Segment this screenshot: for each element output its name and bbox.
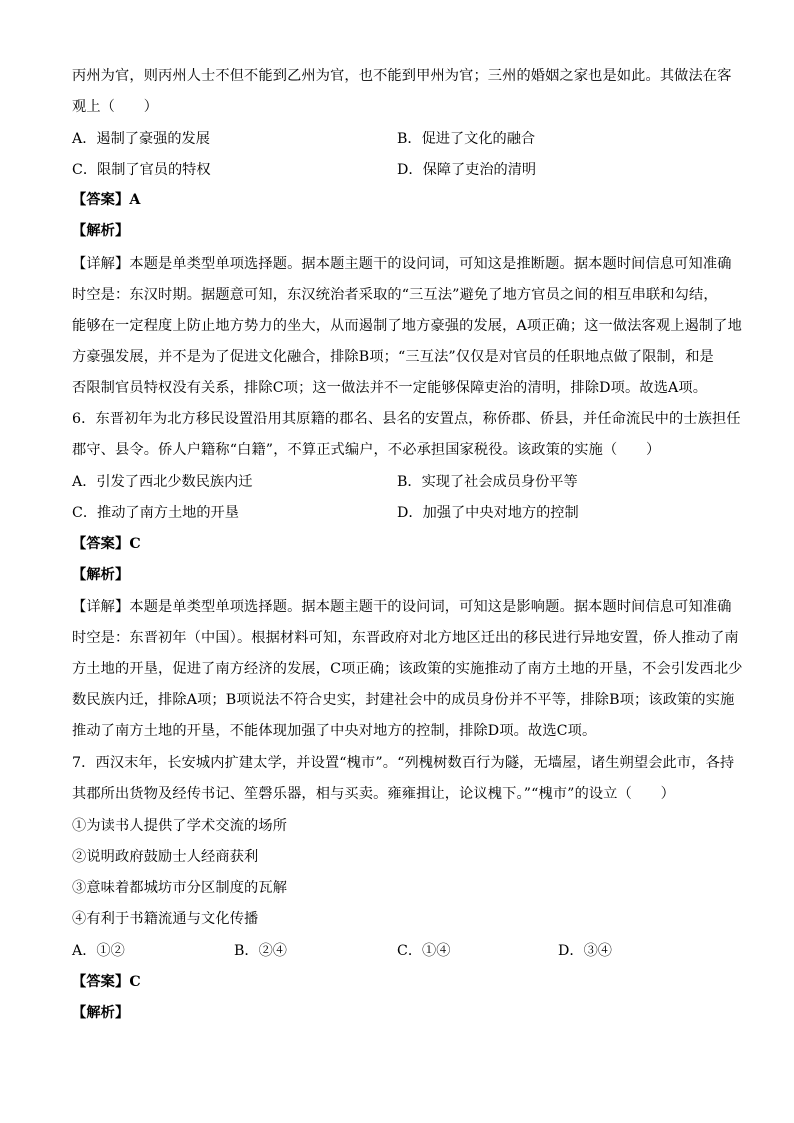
q6-option-b: B．实现了社会成员身份平等	[397, 474, 578, 490]
q6-detail-line-1: 【详解】本题是单类型单项选择题。据本题主题干的设问词，可知这是影响题。据本题时间信息可知准确	[72, 599, 732, 615]
q7-option-d: D．③④	[558, 943, 612, 959]
q6-detail-line-4: 数民族内迁，排除A项；B项说法不符合史实，封建社会中的成员身份并不平等，排除B项；该政策的实施	[72, 692, 735, 708]
q7-item-4: ④有利于书籍流通与文化传播	[72, 911, 259, 927]
q6-stem-line-2: 郡守、县令。侨人户籍称“白籍”，不算正式编户，不必承担国家税役。该政策的实施（ ）	[72, 442, 661, 458]
q5-answer: 【答案】A	[72, 192, 141, 208]
q6-option-d: D．加强了中央对地方的控制	[397, 505, 579, 521]
q5-stem-line-1: 丙州为官，则丙州人士不但不能到乙州为官，也不能到甲州为官；三州的婚姻之家也是如此。其做法在客	[72, 68, 732, 84]
q7-stem-line-2: 其郡所出货物及经传书记、笙磬乐器，相与买卖。雍雍揖让，论议槐下。”“槐市”的设立（ ）	[72, 786, 675, 802]
q5-option-d: D．保障了吏治的清明	[397, 162, 537, 178]
q7-answer: 【答案】C	[72, 974, 141, 990]
q6-option-a: A．引发了西北少数民族内迁	[72, 474, 253, 490]
q5-detail-line-2: 时空是：东汉时期。据题意可知，东汉统治者采取的“三互法”避免了地方官员之间的相互串联和勾结，	[72, 287, 718, 303]
q7-analysis-heading: 【解析】	[72, 1005, 130, 1021]
q5-stem-line-2: 观上（ ）	[72, 99, 159, 115]
q6-option-c: C．推动了南方土地的开垦	[72, 505, 239, 521]
q6-detail-line-5: 推动了南方土地的开垦，不能体现加强了中央对地方的控制，排除D项。故选C项。	[72, 723, 597, 739]
q5-analysis-heading: 【解析】	[72, 223, 130, 239]
q6-analysis-heading: 【解析】	[72, 567, 130, 583]
q5-detail-line-1: 【详解】本题是单类型单项选择题。据本题主题干的设问词，可知这是推断题。据本题时间信息可知准确	[72, 256, 732, 272]
q5-detail-line-4: 方豪强发展，并不是为了促进文化融合，排除B项；“三互法”仅仅是对官员的任职地点做了限制，和是	[72, 349, 714, 365]
q7-option-b: B．②④	[234, 943, 287, 959]
q5-detail-line-3: 能够在一定程度上防止地方势力的坐大，从而遏制了地方豪强的发展，A项正确；这一做法客观上遏制了地	[72, 318, 742, 334]
q5-option-b: B．促进了文化的融合	[397, 131, 536, 147]
q5-option-c: C．限制了官员的特权	[72, 162, 211, 178]
q6-detail-line-3: 方土地的开垦，促进了南方经济的发展，C项正确；该政策的实施推动了南方土地的开垦，不会引发西北少	[72, 661, 743, 677]
q7-option-a: A．①②	[72, 943, 125, 959]
q7-stem-line-1: 7．西汉末年，长安城内扩建太学，并设置“槐市”。“列槐树数百行为隧，无墙屋，诸生朔望会此市，各持	[72, 755, 735, 771]
q7-item-1: ①为读书人提供了学术交流的场所	[72, 818, 288, 834]
q5-option-a: A．遏制了豪强的发展	[72, 131, 210, 147]
q7-item-3: ③意味着都城坊市分区制度的瓦解	[72, 880, 288, 896]
q6-answer: 【答案】C	[72, 536, 141, 552]
q5-detail-line-5: 否限制官员特权没有关系，排除C项；这一做法并不一定能够保障吏治的清明，排除D项。故选A项。	[72, 380, 708, 396]
q6-detail-line-2: 时空是：东晋初年（中国）。根据材料可知，东晋政府对北方地区迁出的移民进行异地安置，侨人推动了南	[72, 630, 739, 646]
q7-option-c: C．①④	[397, 943, 451, 959]
q6-stem-line-1: 6．东晋初年为北方移民设置沿用其原籍的郡名、县名的安置点，称侨郡、侨县，并任命流民中的士族担任	[72, 411, 741, 427]
q7-item-2: ②说明政府鼓励士人经商获利	[72, 849, 259, 865]
